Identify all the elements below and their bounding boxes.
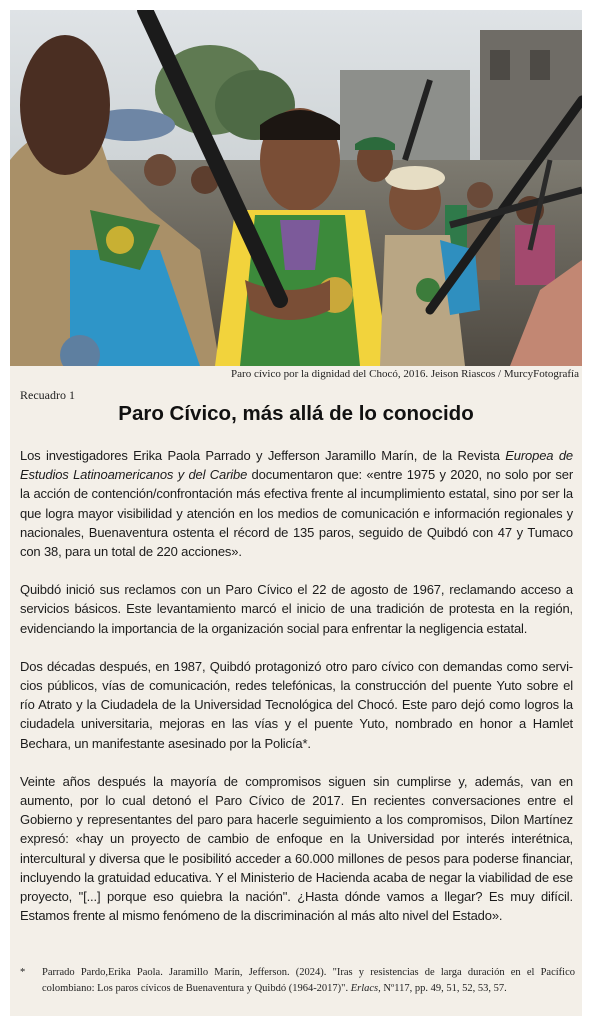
box-title: Paro Cívico, más allá de lo conocido	[118, 402, 474, 425]
journal-name: Europea de Estudios Latinoamericanos y del Caribe	[20, 448, 573, 483]
footnote-pages: Nº117, pp. 49, 51, 52, 53, 57.	[380, 982, 507, 994]
protest-photo-illustration	[10, 10, 582, 366]
paragraph-2: Quibdó inició sus reclamos con un Paro Cívico el 22 de agosto de 1967, reclamando acceso a servicios básicos. Este levantamiento marcó el inicio de una tradición de protesta en la región, evidenciando la importancia de la organización social para enfrentar la negligencia estatal.	[20, 582, 573, 636]
paragraph-1	[20, 446, 573, 561]
footnote-text	[42, 965, 575, 996]
footnote-citation: Parrado Pardo,Erika Paola. Jaramillo Marín, Jefferson. (2024). "Iras y resistencias de larga duración en el Pacífico colombiano: Los paros cívicos de Buenaventura y Quibdó (1964-2017)".	[42, 967, 575, 994]
protest-photo	[10, 10, 582, 366]
footnote-journal: Erlacs,	[350, 982, 381, 994]
paragraph-4: Veinte años después la mayoría de compromisos siguen sin cumplirse y, además, van en aumento, por lo cual detonó el Paro Cívico de 2017. En recientes conversaciones entre el Gobierno y representantes del paro para hacerle seguimiento a los compromisos, Dilon Martínez expresó: «hay un proyecto de cambio de enfoque en la Universidad por interés interétnica, intercultural y diversa que le posibilitó acceder a 60.000 millones de pesos para poderse financiar, incluyendo la gratuidad educativa. Y el Ministerio de Hacienda acaba de negar la viabilidad de ese proyecto, "[...] porque eso quiebra la nación". ¿Hasta dónde vamos a llegar? Es muy difícil. Estamos frente al mismo fenómeno de la discriminación al más alto nivel del Estado».	[20, 773, 573, 924]
paragraph-3: Dos décadas después, en 1987, Quibdó protagonizó otro paro cívico con demandas como servi-cios públicos, vías de comunicación, redes telefónicas, la construcción del puente Yuto sobre el río Atrato y la Ciudadela de la Universidad Tecnológica del Chocó. Este paro dejó como logros la ciudadela universitaria, mejoras en las vías y el puente Yuto, nombrado en honor a Hamlet Bechara, un manifestante asesinado por la Policía*.	[20, 658, 573, 751]
paragraph-1-intro: Los investigadores Erika Paola Parrado y Jefferson Jaramillo Marín, de la Revista	[20, 448, 506, 463]
article-box	[10, 10, 582, 1016]
footnote	[20, 965, 575, 996]
photo-caption: Paro cívico por la dignidad del Chocó, 2016. Jeison Riascos / MurcyFotografía	[231, 368, 579, 380]
body-text	[20, 446, 573, 925]
paragraph-1-quote: documentaron que: «entre 1975 y 2020, no solo por ser la acción de contención/confrontación más efectiva frente al incumplimiento estatal, sino por ser la que logra mayor visibilidad y atención en los medios de comunicación e información regionales y nacionales, Buenaventura ostenta el récord de 135 paros, seguido de Quibdó con 47 y Tumaco con 38, para un total de 220 acciones».	[20, 467, 573, 560]
footnote-mark: *	[20, 967, 26, 978]
box-label: Recuadro 1	[20, 388, 75, 402]
